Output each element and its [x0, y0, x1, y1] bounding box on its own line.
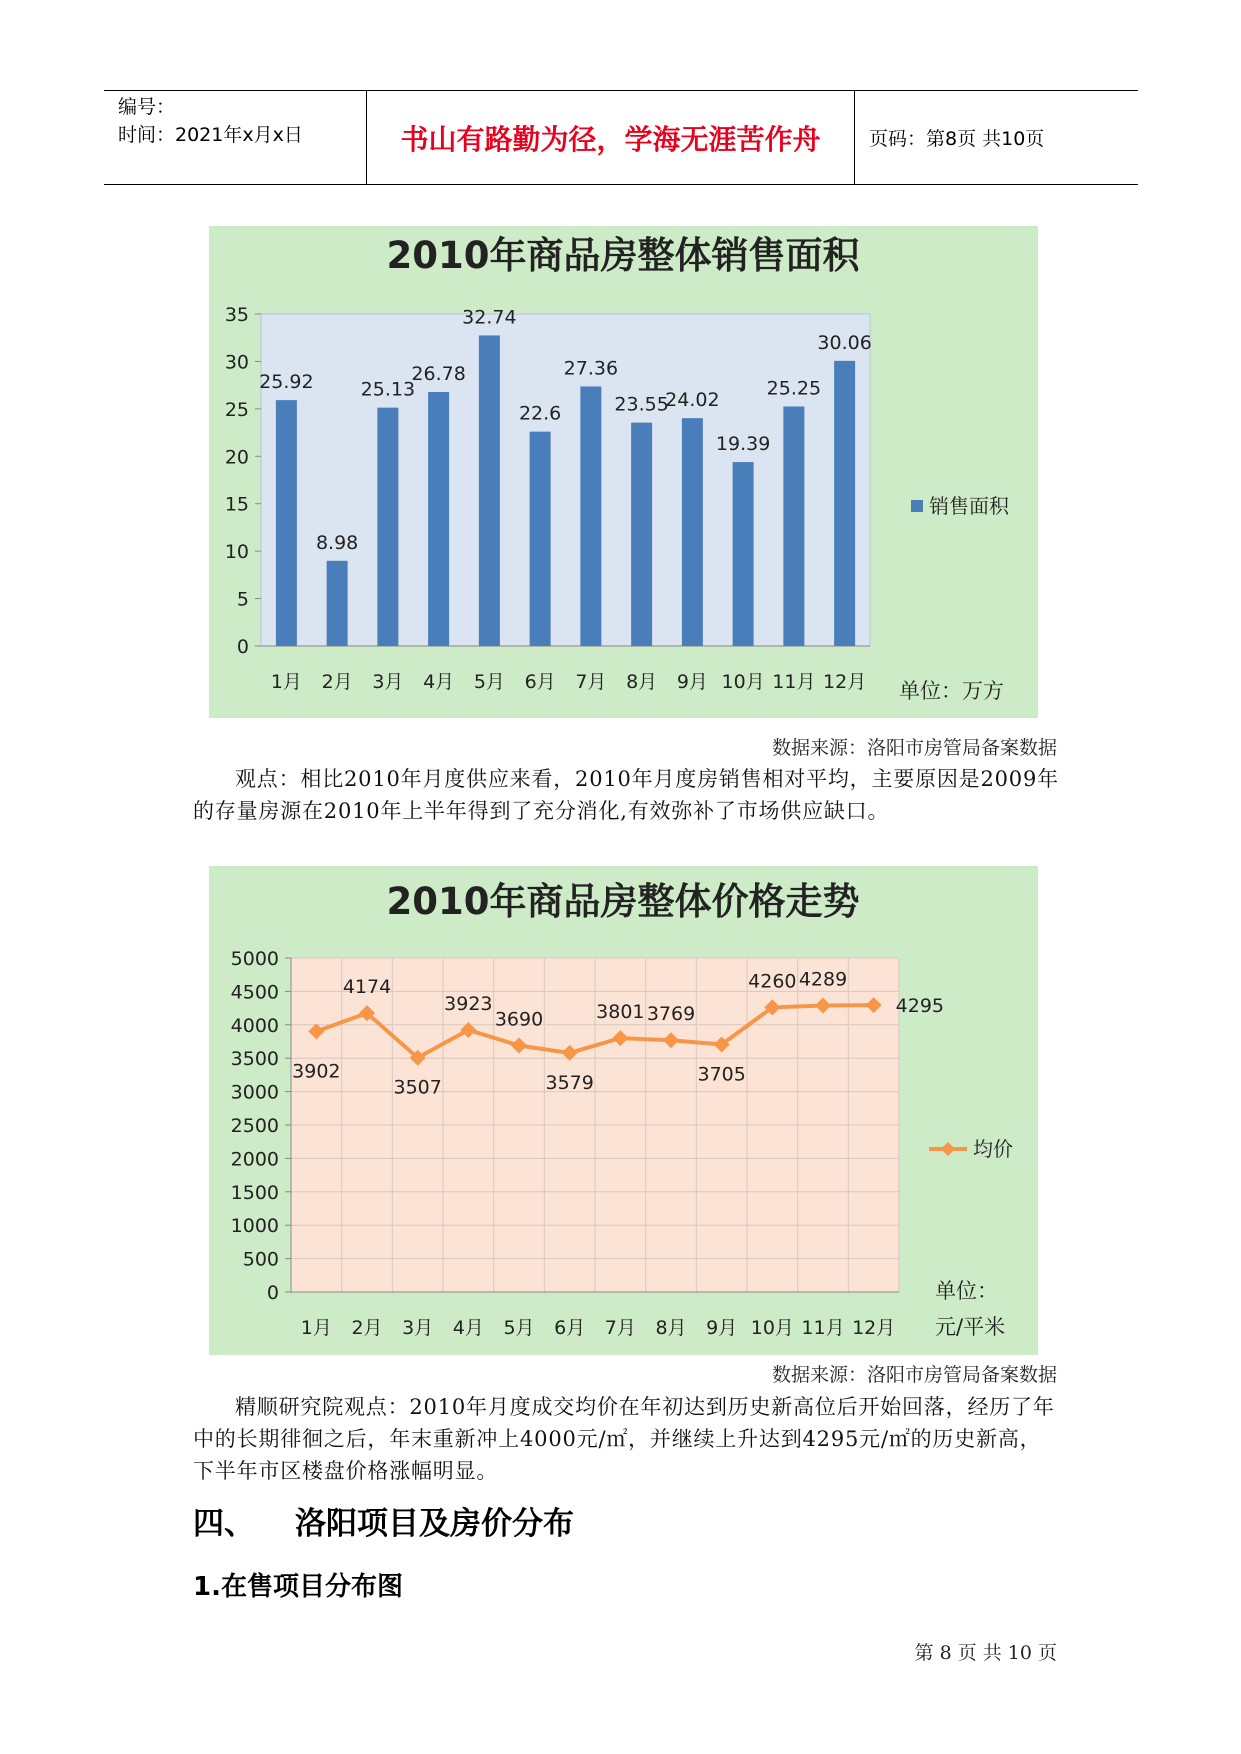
data-source-1: 数据来源：洛阳市房管局备案数据 [771, 737, 1057, 759]
x-tick-label: 10月 [750, 1317, 794, 1339]
data-label: 25.92 [259, 371, 314, 394]
y-tick-label: 4000 [230, 1014, 279, 1037]
x-tick-label: 9月 [676, 671, 708, 693]
x-tick-label: 11月 [801, 1317, 845, 1339]
data-label: 4260 [748, 970, 797, 993]
sales-area-chart [209, 226, 1038, 718]
x-tick-label: 5月 [503, 1317, 535, 1339]
unit-label-line1: 单位： [935, 1279, 998, 1303]
header-left-cell [104, 91, 367, 184]
y-tick-label: 25 [224, 398, 249, 421]
section-heading [193, 1498, 574, 1543]
data-label: 4295 [895, 995, 945, 1018]
chart-title: 2010年商品房整体销售面积 [386, 234, 860, 277]
data-label: 26.78 [411, 362, 466, 385]
data-source-2: 数据来源：洛阳市房管局备案数据 [771, 1364, 1057, 1386]
data-label: 4289 [798, 968, 848, 991]
x-tick-label: 7月 [604, 1317, 636, 1339]
y-tick-label: 1000 [230, 1215, 279, 1238]
data-label: 25.25 [766, 377, 822, 400]
data-label: 3507 [393, 1076, 442, 1099]
page-header [104, 90, 1138, 185]
x-tick-label: 4月 [452, 1317, 484, 1339]
x-tick-label: 3月 [402, 1317, 434, 1339]
page-footer: 第 8 页 共 10 页 [914, 1642, 1057, 1664]
x-tick-label: 1月 [270, 671, 302, 693]
data-label: 32.74 [462, 306, 517, 329]
subsection-heading: 1.在售项目分布图 [193, 1572, 403, 1602]
y-tick-label: 35 [224, 304, 249, 326]
unit-label: 单位：万方 [899, 679, 1004, 703]
time-label: 时间：2021年x月x日 [118, 124, 303, 146]
y-tick-label: 30 [224, 351, 249, 374]
y-tick-label: 2500 [230, 1115, 279, 1137]
y-tick-label: 20 [224, 446, 249, 469]
sales-area-chart-svg [209, 226, 1038, 718]
x-tick-label: 8月 [655, 1317, 687, 1339]
data-label: 3923 [444, 992, 493, 1015]
paragraph-1 [193, 763, 1063, 827]
x-tick-label: 3月 [372, 671, 404, 693]
section-number: 四、 [193, 1506, 255, 1542]
x-tick-label: 2月 [321, 671, 353, 693]
x-tick-label: 12月 [823, 671, 867, 693]
x-tick-label: 6月 [524, 671, 556, 693]
bar [783, 406, 804, 646]
x-tick-label: 4月 [423, 671, 455, 693]
page-number-label: 页码：第8页 共10页 [869, 128, 1045, 150]
data-label: 4174 [342, 976, 392, 999]
y-tick-label: 4500 [230, 981, 279, 1004]
y-tick-label: 0 [266, 1282, 279, 1304]
data-label: 30.06 [817, 331, 872, 354]
bar [327, 561, 348, 646]
x-tick-label: 8月 [626, 671, 658, 693]
bar [733, 462, 754, 646]
bar [377, 408, 398, 646]
paragraph-1-text: 观点：相比2010年月度供应来看，2010年月度房销售相对平均，主要原因是2009年的存量房源在2010年上半年得到了充分消化,有效弥补了市场供应缺口。 [193, 767, 1059, 823]
chart-title: 2010年商品房整体价格走势 [386, 880, 860, 923]
data-label: 3705 [697, 1063, 746, 1086]
bar [530, 432, 551, 646]
bar [276, 400, 297, 646]
bar [682, 418, 703, 646]
x-tick-label: 10月 [721, 671, 765, 693]
data-label: 3801 [596, 1001, 645, 1024]
legend-label: 均价 [973, 1137, 1013, 1161]
data-label: 19.39 [715, 433, 771, 456]
data-label: 3690 [494, 1008, 544, 1031]
bar [428, 392, 449, 646]
x-tick-label: 12月 [852, 1317, 896, 1339]
y-tick-label: 3500 [230, 1048, 279, 1071]
data-label: 3902 [292, 1060, 341, 1083]
x-tick-label: 9月 [706, 1317, 738, 1339]
y-tick-label: 3000 [230, 1081, 279, 1104]
x-tick-label: 11月 [772, 671, 816, 693]
y-tick-label: 5000 [230, 948, 279, 970]
x-tick-label: 2月 [351, 1317, 383, 1339]
y-tick-label: 0 [236, 636, 249, 658]
price-trend-chart [209, 866, 1038, 1355]
bar [580, 386, 601, 646]
serial-label: 编号： [118, 96, 176, 118]
bar [479, 335, 500, 646]
data-label: 25.13 [360, 378, 416, 401]
price-trend-chart-svg [209, 866, 1038, 1355]
data-label: 3769 [646, 1003, 696, 1026]
x-tick-label: 1月 [300, 1317, 332, 1339]
y-tick-label: 500 [242, 1248, 279, 1271]
data-label: 24.02 [665, 389, 720, 412]
y-tick-label: 15 [224, 493, 249, 516]
y-tick-label: 5 [236, 588, 249, 611]
legend-swatch [911, 500, 923, 512]
data-label: 3579 [545, 1071, 594, 1094]
y-tick-label: 10 [224, 541, 249, 564]
unit-label-line2: 元/平米 [935, 1315, 1006, 1339]
bar [631, 423, 652, 646]
x-tick-label: 7月 [575, 671, 607, 693]
data-label: 22.6 [518, 402, 562, 425]
paragraph-2-text: 精顺研究院观点：2010年月度成交均价在年初达到历史新高位后开始回落，经历了年中的长期徘徊之后，年末重新冲上4000元/㎡，并继续上升达到4295元/㎡的历史新高，下半年市区楼盘价格涨幅明显。 [193, 1395, 1055, 1483]
section-title: 洛阳项目及房价分布 [295, 1506, 574, 1542]
bar [834, 361, 855, 646]
legend-label: 销售面积 [929, 494, 1009, 518]
y-tick-label: 2000 [230, 1148, 279, 1171]
x-tick-label: 5月 [473, 671, 505, 693]
data-label: 23.55 [614, 393, 669, 416]
x-tick-label: 6月 [554, 1317, 586, 1339]
y-tick-label: 1500 [230, 1181, 279, 1204]
motto: 书山有路勤为径，学海无涯苦作舟 [367, 91, 855, 184]
data-label: 27.36 [563, 357, 619, 380]
data-label: 8.98 [315, 531, 359, 554]
paragraph-2 [193, 1391, 1063, 1487]
